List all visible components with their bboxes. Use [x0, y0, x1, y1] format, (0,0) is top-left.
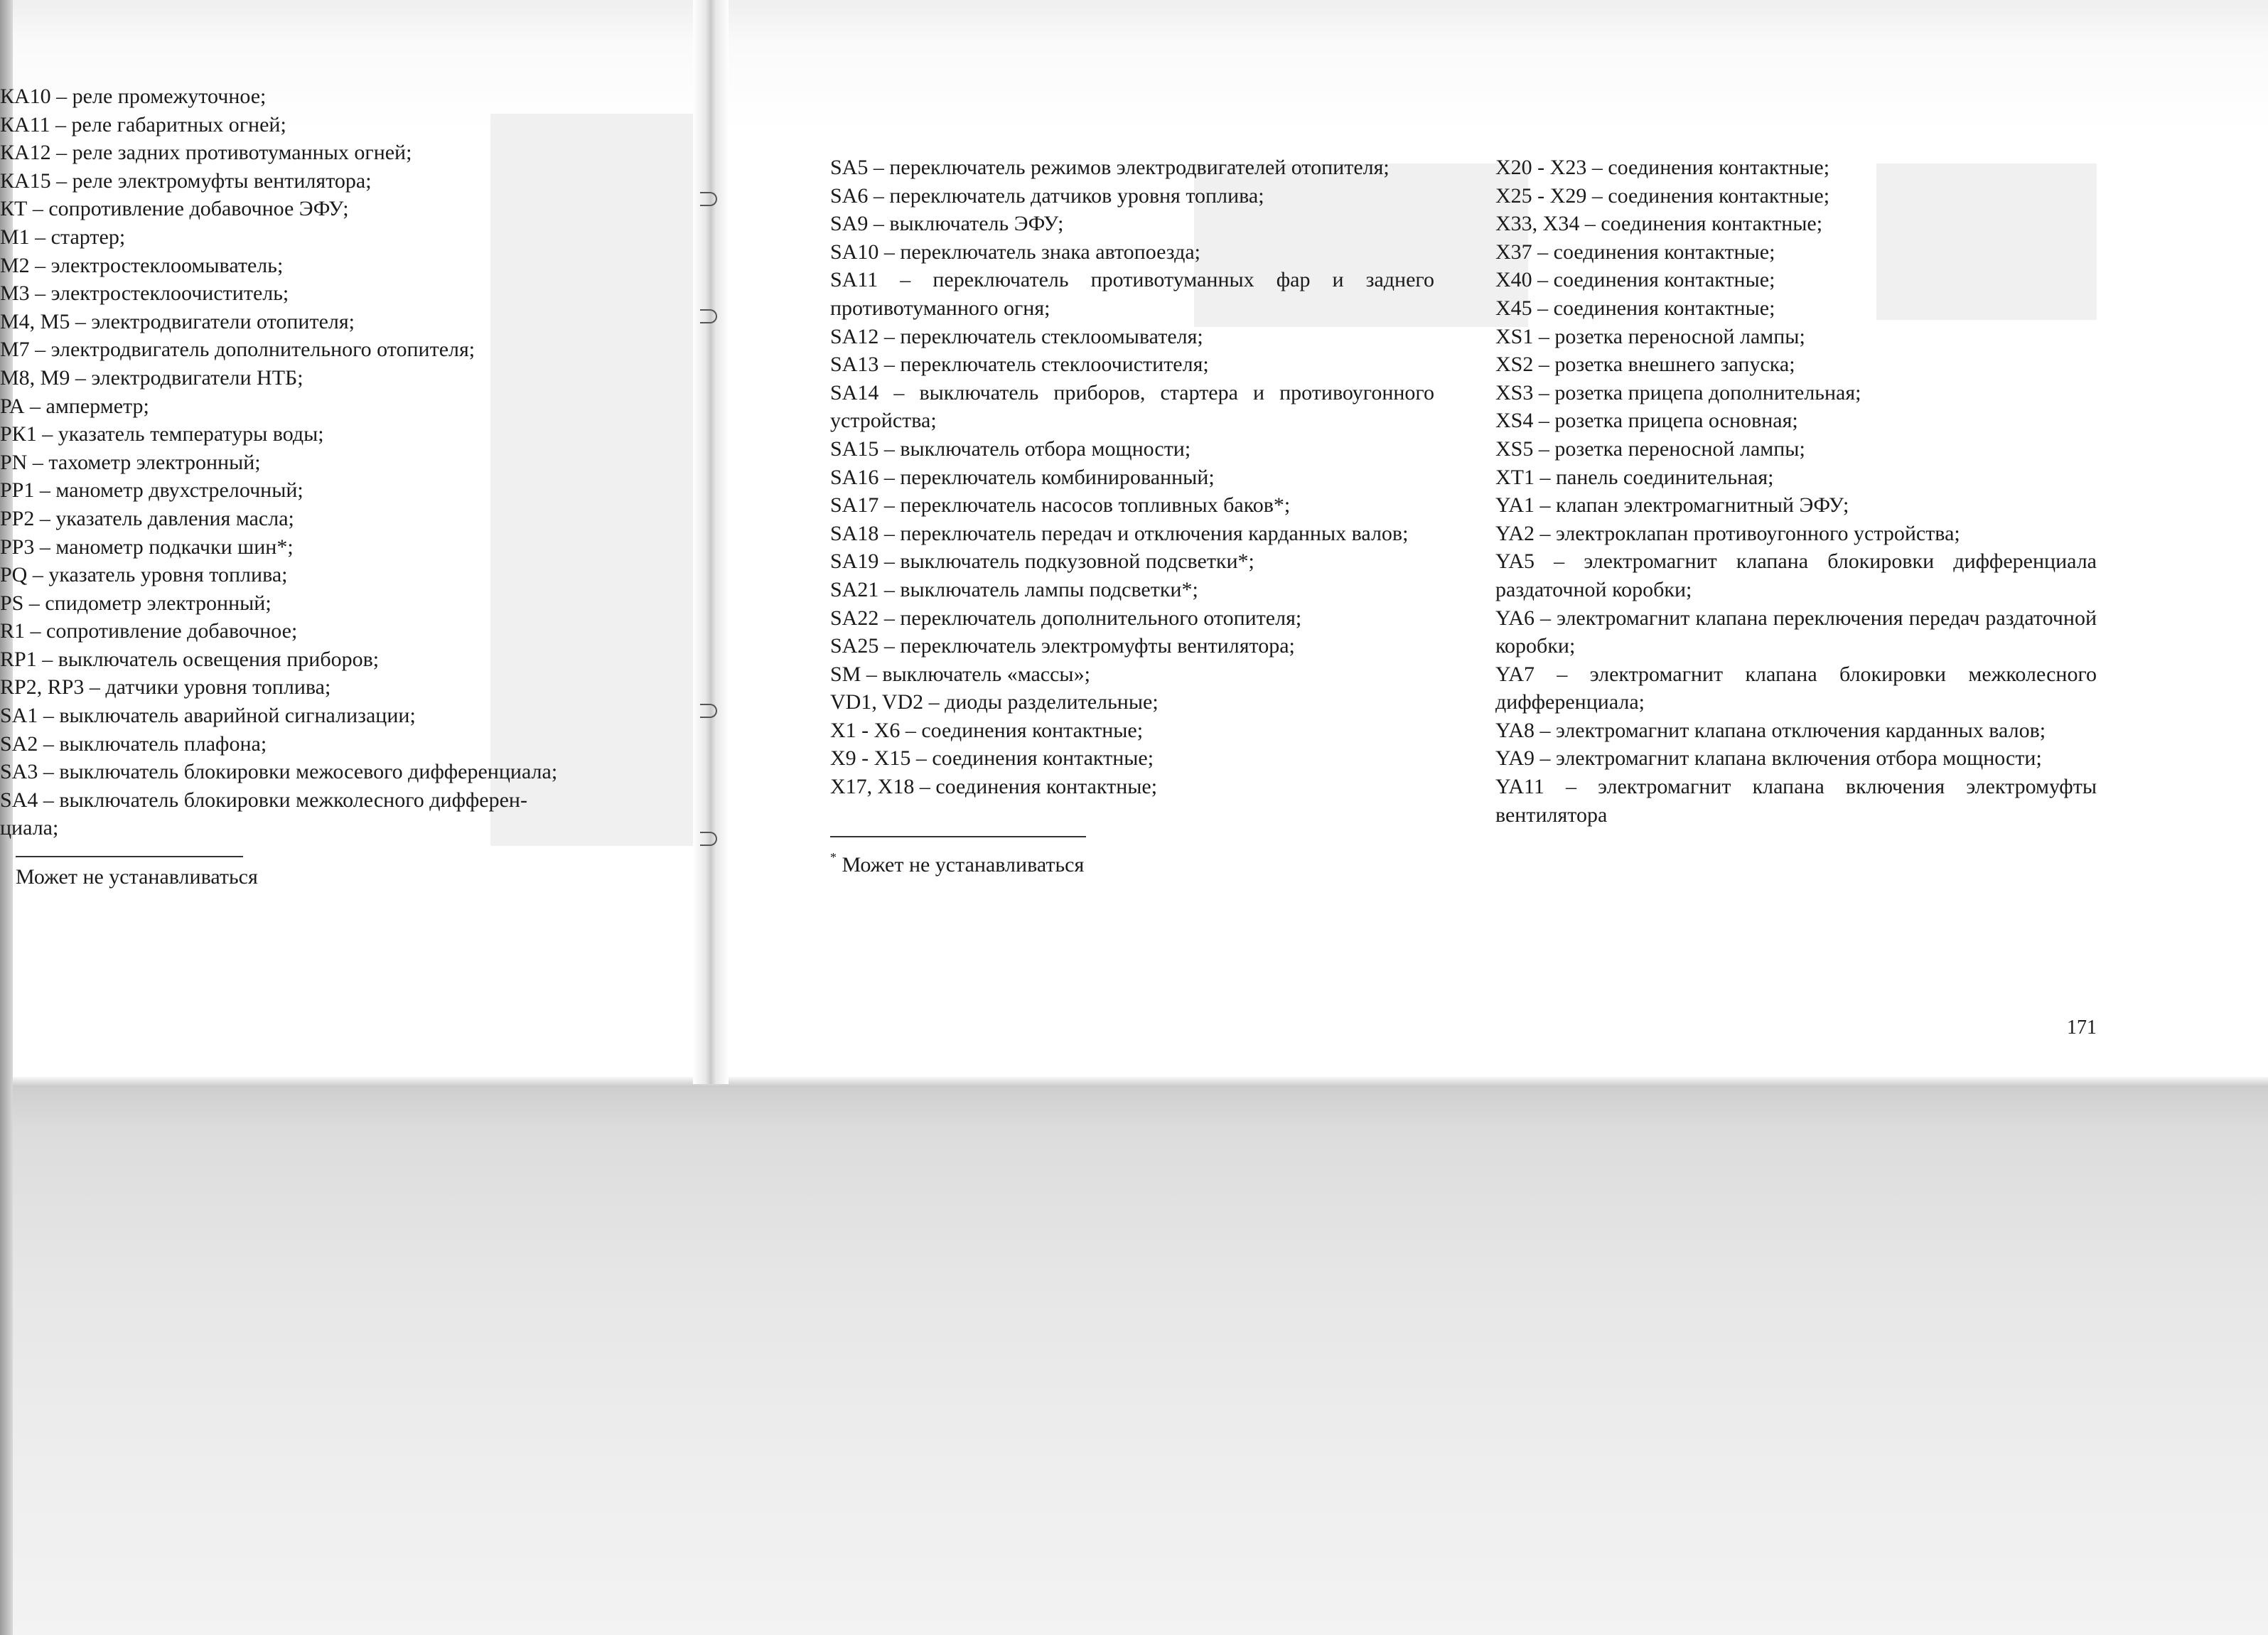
legend-entry: RP2, RP3 – датчики уровня топлива;	[0, 675, 331, 699]
legend-entry: YA11 – электромагнит клапана включения электромуфты вентилятора	[1495, 775, 2097, 827]
legend-entry: SA4 – выключатель блокировки межколесного дифферен-	[0, 788, 527, 812]
legend-entry: SA5 – переключатель режимов электродвигателей отопителя;	[830, 156, 1390, 179]
legend-entry: YA8 – электромагнит клапана отключения карданных валов;	[1495, 718, 2046, 742]
legend-entry: КТ – сопротивление добавочное ЭФУ;	[0, 197, 349, 221]
legend-entry: X37 – соединения контактные;	[1495, 240, 1775, 264]
legend-entry: XS4 – розетка прицепа основная;	[1495, 409, 1798, 433]
legend-entry: SA6 – переключатель датчиков уровня топлива;	[830, 183, 1264, 208]
legend-entry: SA17 – переключатель насосов топливных баков*;	[830, 493, 1291, 518]
legend-entry: М1 – стартер;	[0, 225, 126, 249]
right-page-column-a	[830, 154, 1434, 801]
legend-entry: YA2 – электроклапан противоугонного устройства;	[1495, 521, 1960, 545]
book-spine	[693, 0, 729, 1084]
legend-entry: RP1 – выключатель освещения приборов;	[0, 647, 380, 671]
legend-entry: X1 - X6 – соединения контактные;	[830, 718, 1144, 742]
footnote-text	[830, 843, 1086, 879]
binding-staple	[700, 192, 717, 206]
legend-entry: YA1 – клапан электромагнитный ЭФУ;	[1495, 493, 1849, 518]
legend-entry: SA3 – выключатель блокировки межосевого дифференциала;	[0, 760, 558, 784]
page-bottom-edge	[0, 1077, 2268, 1087]
legend-entry: X20 - X23 – соединения контактные;	[1495, 156, 1830, 179]
legend-entry: РN – тахометр электронный;	[0, 450, 261, 474]
legend-entry: X45 – соединения контактные;	[1495, 296, 1775, 320]
footnote-body: Может не устанавливаться	[842, 853, 1085, 877]
page-number: 171	[2067, 1017, 2097, 1039]
footnote-text: Может не устанавливаться	[16, 865, 258, 889]
legend-entry: SA22 – переключатель дополнительного отопителя;	[830, 606, 1302, 630]
right-page-footnote	[830, 832, 1086, 879]
legend-entry: SA21 – выключатель лампы подсветки*;	[830, 577, 1198, 601]
legend-entry: XS2 – розетка внешнего запуска;	[1495, 353, 1795, 377]
legend-entry: РР3 – манометр подкачки шин*;	[0, 535, 294, 559]
binding-staple	[700, 704, 717, 718]
legend-entry: SA16 – переключатель комбинированный;	[830, 465, 1215, 489]
legend-entry: SA12 – переключатель стеклоомывателя;	[830, 324, 1203, 348]
legend-entry: SA1 – выключатель аварийной сигнализации;	[0, 704, 416, 728]
left-page-list	[0, 82, 611, 842]
legend-entry: YA7 – электромагнит клапана блокировки межколесного дифференциала;	[1495, 662, 2097, 714]
legend-entry: X9 - X15 – соединения контактные;	[830, 746, 1154, 771]
legend-entry: XS3 – розетка прицепа дополнительная;	[1495, 380, 1861, 404]
legend-entry: SA19 – выключатель подкузовной подсветки*;	[830, 550, 1254, 574]
legend-entry: КА10 – реле промежуточное;	[0, 85, 267, 108]
legend-entry: М7 – электродвигатель дополнительного отопителя;	[0, 338, 475, 362]
legend-entry: РА – амперметр;	[0, 394, 149, 418]
legend-entry: циала;	[0, 816, 59, 840]
legend-entry: РР2 – указатель давления масла;	[0, 506, 294, 530]
legend-entry: SA13 – переключатель стеклоочистителя;	[830, 353, 1209, 377]
legend-entry: РS – спидометр электронный;	[0, 591, 272, 615]
legend-entry: X25 - X29 – соединения контактные;	[1495, 183, 1830, 208]
legend-entry: VD1, VD2 – диоды разделительные;	[830, 690, 1159, 714]
legend-entry: YA6 – электромагнит клапана переключения передач раздаточной коробки;	[1495, 606, 2097, 658]
legend-entry: КА15 – реле электромуфты вентилятора;	[0, 168, 372, 193]
legend-entry: X33, X34 – соединения контактные;	[1495, 212, 1823, 236]
legend-entry: X17, X18 – соединения контактные;	[830, 775, 1158, 799]
legend-entry: SA15 – выключатель отбора мощности;	[830, 436, 1191, 461]
legend-entry: R1 – сопротивление добавочное;	[0, 619, 298, 643]
legend-entry: SA10 – переключатель знака автопоезда;	[830, 240, 1200, 264]
left-page-footnote	[16, 852, 258, 891]
scanner-bed-background	[0, 1084, 2268, 1635]
legend-entry: XT1 – панель соединительная;	[1495, 465, 1774, 489]
legend-entry: SA25 – переключатель электромуфты вентилятора;	[830, 634, 1295, 658]
legend-entry: РК1 – указатель температуры воды;	[0, 422, 324, 446]
right-page-column-b	[1495, 154, 2097, 829]
legend-entry: SA2 – выключатель плафона;	[0, 731, 267, 756]
legend-entry: YA9 – электромагнит клапана включения отбора мощности;	[1495, 746, 2042, 771]
legend-entry: XS1 – розетка переносной лампы;	[1495, 324, 1805, 348]
footnote-rule	[830, 836, 1086, 837]
legend-entry: X40 – соединения контактные;	[1495, 268, 1775, 292]
binding-staple	[700, 832, 717, 846]
legend-entry: КА11 – реле габаритных огней;	[0, 112, 286, 136]
legend-entry: М2 – электростеклоомыватель;	[0, 253, 284, 277]
legend-entry: SA14 – выключатель приборов, стартера и противоугонного устройства;	[830, 380, 1434, 433]
footnote-marker: *	[830, 850, 837, 864]
legend-entry: РQ – указатель уровня топлива;	[0, 563, 288, 587]
legend-entry: YA5 – электромагнит клапана блокировки дифференциала раздаточной коробки;	[1495, 550, 2097, 601]
legend-entry: М3 – электростеклоочиститель;	[0, 282, 289, 306]
legend-entry: РР1 – манометр двухстрелочный;	[0, 478, 303, 503]
footnote-rule	[16, 856, 243, 857]
legend-entry: М4, М5 – электродвигатели отопителя;	[0, 309, 355, 333]
legend-entry: XS5 – розетка переносной лампы;	[1495, 436, 1805, 461]
binding-staple	[700, 309, 717, 323]
legend-entry: SA18 – переключатель передач и отключения карданных валов;	[830, 521, 1409, 545]
legend-entry: SA9 – выключатель ЭФУ;	[830, 212, 1064, 236]
legend-entry: SA11 – переключатель противотуманных фар и заднего противотуманного огня;	[830, 268, 1434, 320]
legend-entry: М8, М9 – электродвигатели НТБ;	[0, 365, 303, 390]
legend-entry: SM – выключатель «массы»;	[830, 662, 1090, 686]
legend-entry: КА12 – реле задних противотуманных огней;	[0, 141, 412, 165]
